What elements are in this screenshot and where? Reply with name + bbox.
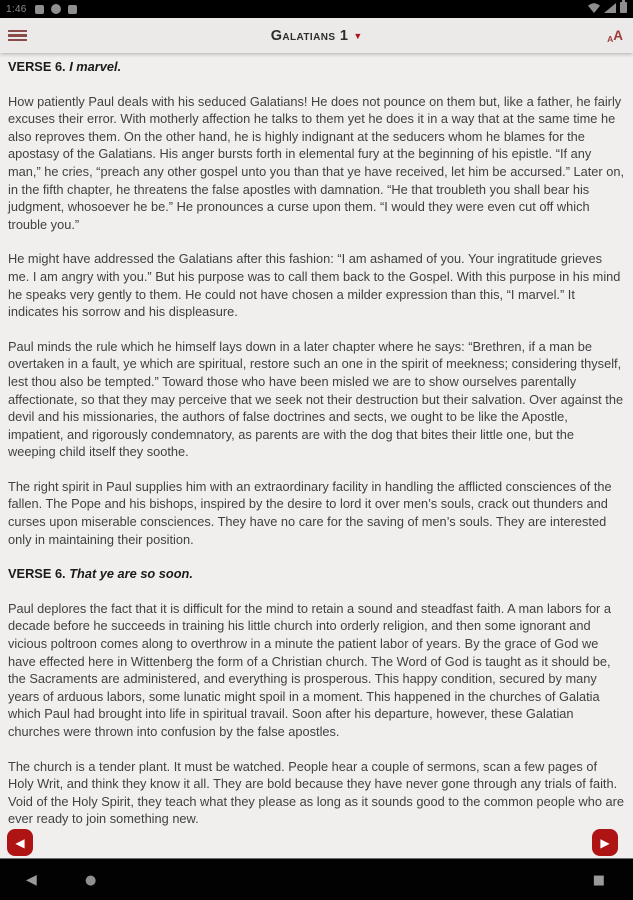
- page-title: Galatians 1: [270, 27, 349, 44]
- app-toolbar: [0, 18, 633, 53]
- status-time: 1:46: [6, 3, 27, 15]
- signal-icon: [604, 3, 616, 13]
- nav-home-icon[interactable]: ●: [85, 872, 97, 888]
- next-page-button[interactable]: [592, 829, 618, 856]
- verse-heading-2: VERSE 6. That ye are so soon.: [8, 566, 193, 582]
- app-notification-icon-3: [68, 5, 77, 14]
- chapter-selector[interactable]: [0, 18, 633, 53]
- commentary-paragraph-2: He might have addressed the Galatians after this fashion: “I am ashamed of you. Your ingratitude grieves me. I am angry with you.” But his purpose was to call them back to the Gospel. With this purpose in his mind he speaks very gently to them. He could not have chosen a milder expression than this, “I marvel.” It indicates his sorrow and his displeasure.: [8, 251, 621, 320]
- nav-recents-icon[interactable]: ■: [592, 872, 605, 888]
- prev-icon: ◀: [15, 835, 25, 850]
- commentary-paragraph-3: Paul minds the rule which he himself lays down in a later chapter where he says: “Brethren, if a man be overtaken in a fault, ye which are spiritual, restore such an one in the spirit of meekness; considering thyself, lest thou also be tempted.” Toward those who have been misled we are to show ourselves parentally affectionate, so that they may perceive that we seek not their destruction but their salvation. Over against the devil and his missionaries, the authors of false doctrines and sects, we ought to be like the Apostle, impatient, and rigorously condemnatory, as parents are with the dog that bites their little one, but the weeping child itself they soothe.: [8, 338, 624, 460]
- app-notification-icon-2: [51, 4, 61, 14]
- app-notification-icon-1: [35, 5, 44, 14]
- commentary-paragraph-5: Paul deplores the fact that it is difficult for the mind to retain a sound and steadfast faith. A man labors for a decade before he succeeds in training his little church into orderly religion, and then some ignorant and vicious poltroon comes along to overthrow in a minute the patient labor of years. By the grace of God we have effected here in Wittenberg the form of a Christian church. The Word of God is taught as it should be, the Sacraments are administered, and everything is prosperous. This happy condition, secured by many years of arduous labors, some lunatic might spoil in a moment. This happened in the churches of Galatia which Paul had brought into life in spiritual travail. Soon after his departure, however, these Galatian churches were thrown into confusion by the false apostles.: [8, 600, 611, 739]
- notification-icons: [35, 4, 77, 14]
- commentary-paragraph-6: The church is a tender plant. It must be watched. People hear a couple of sermons, scan a few pages of Holy Writ, and think they know it all. They are bold because they have never gone through any trials of faith. Void of the Holy Spirit, they teach what they please as long as it sounds good to the common people who are ever ready to join something new.: [8, 758, 625, 827]
- system-icons: [588, 2, 627, 16]
- status-bar: [0, 0, 633, 18]
- nav-back-icon[interactable]: ◀: [26, 872, 37, 888]
- battery-icon: [620, 2, 627, 13]
- verse-heading-1: VERSE 6. I marvel.: [8, 59, 122, 74]
- font-size-icon[interactable]: A A: [607, 27, 623, 44]
- commentary-paragraph-4: The right spirit in Paul supplies him with an extraordinary facility in handling the afflicted consciences of the fallen. The Pope and his bishops, inspired by the desire to lord it over men’s souls, crack out thunders and curses upon miserable consciences. They have no care for the saving of men’s souls. They are interested only in maintaining their position.: [8, 478, 612, 547]
- next-icon: ▶: [600, 835, 610, 850]
- prev-page-button[interactable]: [7, 829, 33, 856]
- commentary-content: [0, 53, 633, 858]
- wifi-icon: [588, 3, 600, 13]
- chevron-down-icon: ▼: [353, 31, 363, 41]
- commentary-paragraph-1: How patiently Paul deals with his seduced Galatians! He does not pounce on them but, like a father, he fairly excuses their error. With motherly affection he talks to them yet he does it in a way that at the same time he also reproves them. On the other hand, he is highly indignant at the seducers whom he blames for the apostasy of the Galatians. His anger bursts forth in elemental fury at the beginning of his epistle. “If any man,” he cries, “preach any other gospel unto you than that ye have received, let him be accursed.” Later on, in the fifth chapter, he threatens the false apostles with damnation. “He that troubleth you shall bear his judgment, whosoever he be.” He pronounces a curse upon them. “I would they were even cut off which trouble you.”: [8, 93, 625, 232]
- android-nav-bar: [0, 858, 633, 900]
